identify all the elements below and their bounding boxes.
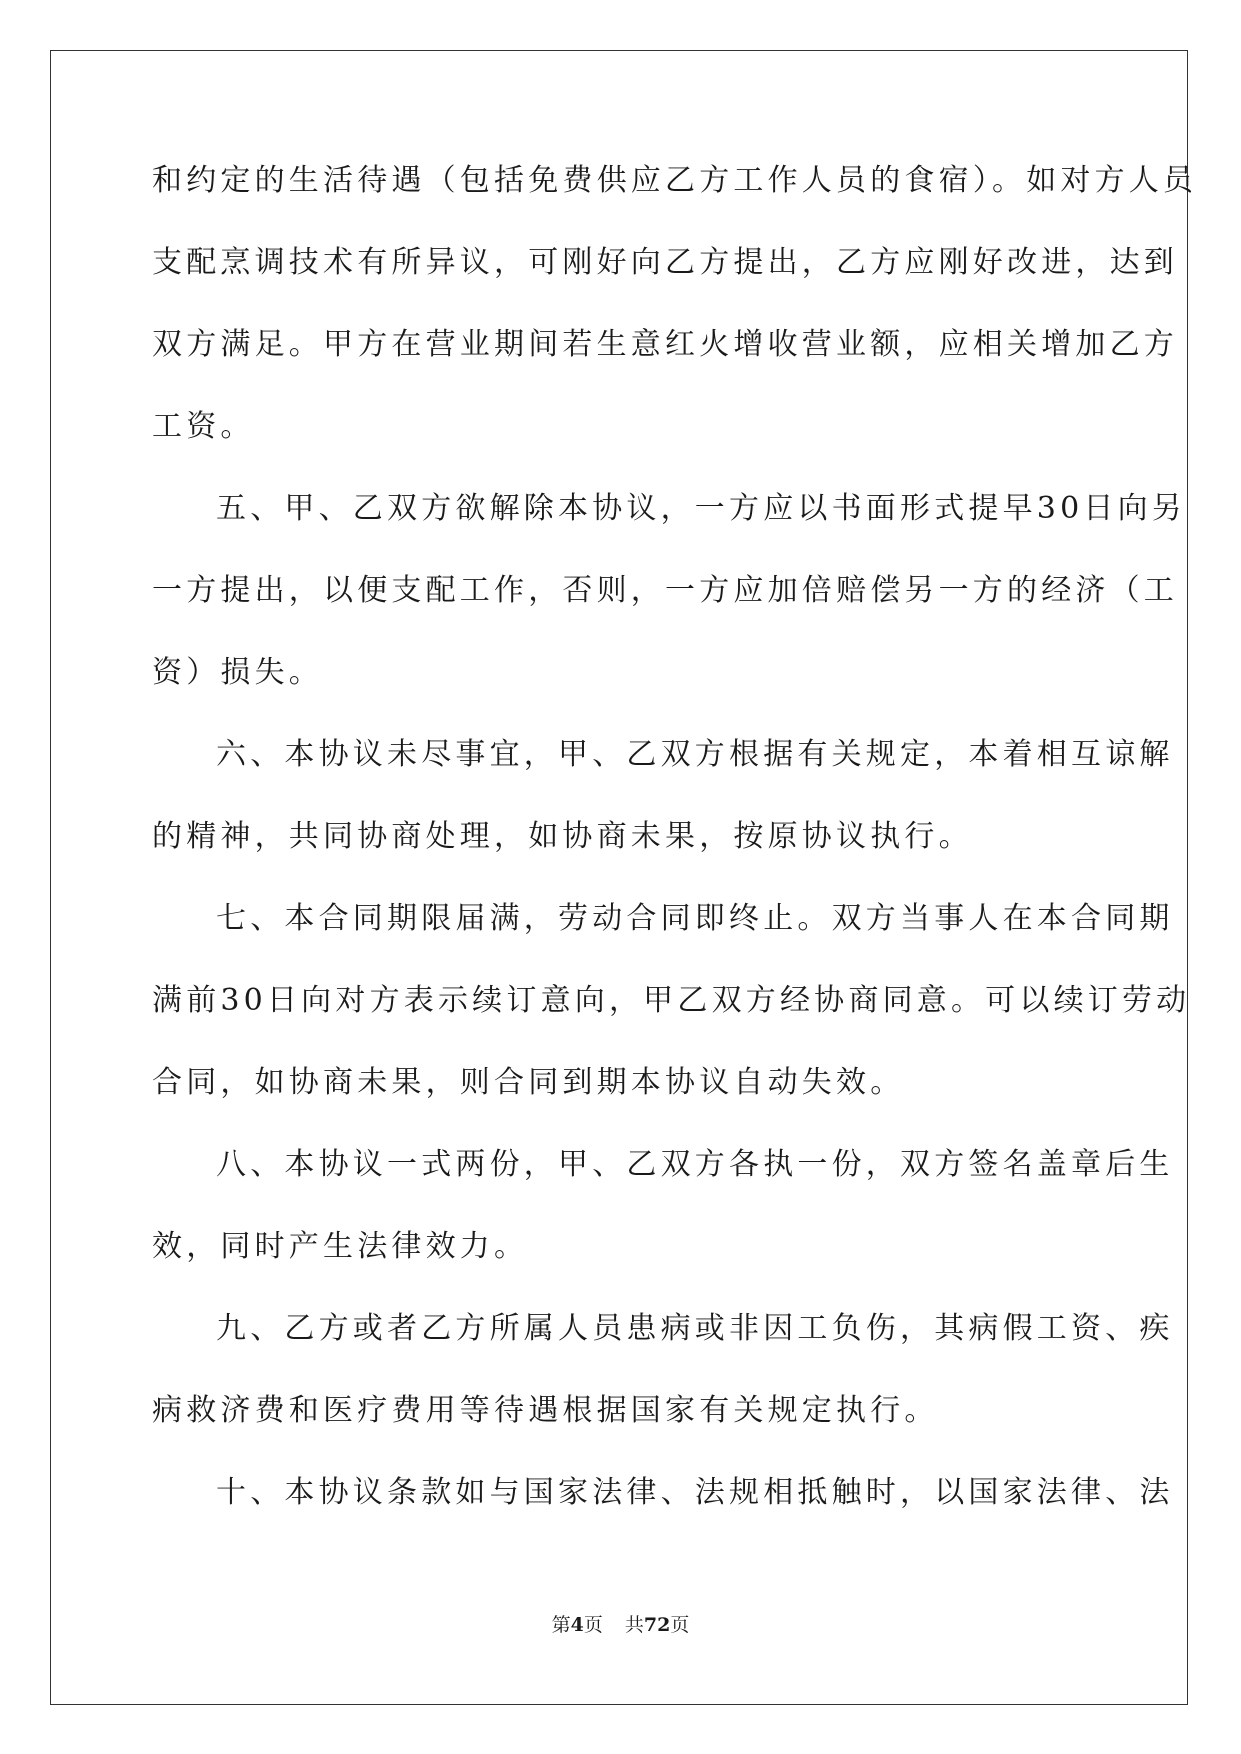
text-line: 工资。 [152, 409, 255, 444]
page-suffix: 页 [583, 1614, 603, 1636]
page-prefix: 第 [551, 1614, 571, 1636]
text-line: 资）损失。 [152, 655, 323, 690]
text-line: 和约定的生活待遇（包括免费供应乙方工作人员的食宿）。如对方人员 [152, 163, 1198, 198]
total-suffix: 页 [670, 1614, 690, 1636]
text-line: 的精神，共同协商处理，如协商未果，按原协议执行。 [152, 819, 973, 854]
clause-7-line: 七、本合同期限届满，劳动合同即终止。双方当事人在本合同期 [216, 901, 1174, 936]
clause-6-line: 六、本协议未尽事宜，甲、乙双方根据有关规定，本着相互谅解 [216, 737, 1174, 772]
clause-9-line: 九、乙方或者乙方所属人员患病或非因工负伤，其病假工资、疾 [216, 1311, 1174, 1346]
page-number: 4 [570, 1614, 584, 1636]
document-body [152, 160, 1198, 1554]
clause-8-line: 八、本协议一式两份，甲、乙双方各执一份，双方签名盖章后生 [216, 1147, 1174, 1182]
clause-5-line: 五、甲、乙双方欲解除本协议，一方应以书面形式提早30日向另 [216, 491, 1186, 526]
text-line: 一方提出，以便支配工作，否则，一方应加倍赔偿另一方的经济（工 [152, 573, 1178, 608]
text-line: 病救济费和医疗费用等待遇根据国家有关规定执行。 [152, 1393, 939, 1428]
clause-10-line: 十、本协议条款如与国家法律、法规相抵触时，以国家法律、法 [216, 1475, 1174, 1510]
text-line: 支配烹调技术有所异议，可刚好向乙方提出，乙方应刚好改进，达到 [152, 245, 1178, 280]
text-line: 满前30日向对方表示续订意向，甲乙双方经协商同意。可以续订劳动 [152, 983, 1191, 1018]
total-prefix: 共 [624, 1614, 644, 1636]
page-footer [0, 1613, 1241, 1637]
total-pages: 72 [643, 1614, 671, 1636]
text-line: 合同，如协商未果，则合同到期本协议自动失效。 [152, 1065, 905, 1100]
text-line: 效，同时产生法律效力。 [152, 1229, 529, 1264]
text-line: 双方满足。甲方在营业期间若生意红火增收营业额，应相关增加乙方 [152, 327, 1178, 362]
